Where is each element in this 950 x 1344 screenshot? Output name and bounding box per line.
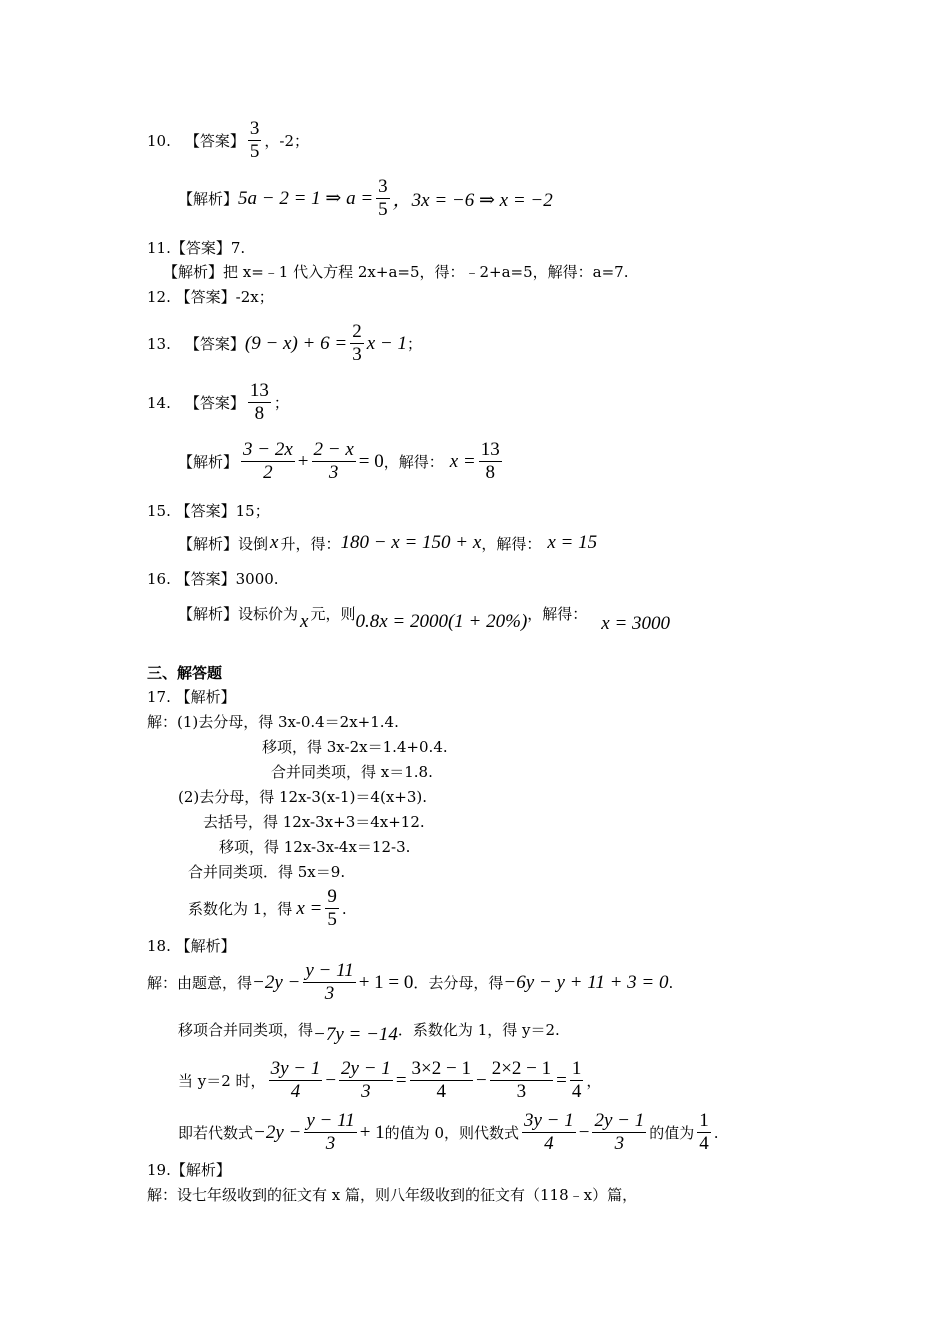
q17-line4: (2)去分母，得 12x-3(x-1)＝4(x+3).	[178, 788, 428, 806]
q17-head: 17. 【解析】	[147, 688, 236, 706]
q15-equation: 180 − x = 150 + x	[340, 532, 482, 553]
q15-solution: x = 15	[547, 532, 598, 553]
q18-line4-text3: 的值为	[649, 1124, 695, 1142]
q18-line2	[178, 1012, 560, 1046]
q16-answer: 16. 【答案】3000.	[147, 570, 279, 588]
q18-line3	[178, 1058, 601, 1103]
q18-line2-expr: −7y = −14	[313, 1024, 398, 1045]
q16-solve-label: ，解得：	[527, 605, 588, 623]
q18-line3-eq2: =	[556, 1069, 567, 1091]
q18-line3-minus2: −	[475, 1069, 487, 1091]
q11-answer: 11.【答案】7.	[147, 239, 246, 257]
q18-line3-f3: $\frac{3\times 2 - 1}{4}$	[411, 1058, 471, 1102]
q18-line2-text2: ．系数化为 1，得 y＝2.	[397, 1020, 560, 1039]
q15-solve-label: ，解得：	[481, 534, 542, 553]
q18-line4-expr-b: + 1	[359, 1121, 385, 1143]
q18-line3-f5: $\frac{1}{4}$	[571, 1058, 582, 1102]
q18-line4-text: 即若代数式	[178, 1124, 254, 1142]
q14-answer-tail: ；	[273, 394, 289, 412]
q17-line3: 合并同类项，得 x＝1.8.	[271, 763, 433, 781]
q18-line1-expr-c: −6y − y + 11 + 3 = 0	[503, 971, 669, 993]
q14-analysis-tag: 【解析】	[178, 453, 239, 471]
q13-answer-row	[147, 321, 422, 366]
q10-answer-fraction: $\frac{3}{5}$	[249, 118, 260, 162]
q18-line3-f1: $\frac{3y - 1}{4}$	[270, 1058, 321, 1102]
q16-mid: 元，则	[310, 605, 356, 623]
q13-number: 13.	[147, 334, 171, 353]
q10-eq1: 5a − 2 = 1 ⇒ a =	[238, 188, 374, 209]
q17-line8-tail: .	[341, 899, 347, 918]
q13-eq-left: (9 − x) + 6 =	[244, 332, 348, 354]
q17-line5: 去括号，得 12x-3x+3＝4x+12.	[203, 813, 425, 831]
q18-line4-fraction: $\frac{y - 11}{3}$	[306, 1110, 355, 1154]
q18-line3-minus1: −	[325, 1069, 337, 1091]
q15-mid: 升，得：	[280, 534, 341, 553]
q18-line3-tail: ，	[586, 1072, 602, 1090]
q18-line4-f2: $\frac{2y - 1}{3}$	[594, 1110, 645, 1154]
q17-line2: 移项，得 3x-2x＝1.4+0.4.	[262, 738, 448, 756]
q17-line6: 移项，得 12x-3x-4x＝12-3.	[219, 838, 411, 856]
q18-line4-f3: $\frac{1}{4}$	[699, 1110, 709, 1154]
q18-line1	[147, 960, 673, 1005]
q10-answer-tail: ，-2；	[264, 132, 309, 150]
q14-answer-fraction: $\frac{13}{8}$	[249, 380, 269, 424]
q18-line4	[178, 1110, 719, 1155]
q14-eq-zero: = 0	[358, 450, 384, 472]
q15-x: x	[270, 532, 279, 553]
q14-fraction-c: $\frac{13}{8}$	[480, 439, 500, 483]
q13-fraction: $\frac{2}{3}$	[352, 321, 362, 365]
q14-answer-tag: 【答案】	[184, 394, 245, 412]
q18-line1-tail: .	[668, 973, 674, 992]
q14-answer-row	[147, 380, 289, 425]
section-title: 三、解答题	[147, 664, 223, 682]
q18-line1-expr-b: + 1 = 0	[358, 971, 414, 993]
q18-line4-expr-a: −2y −	[253, 1121, 302, 1143]
q18-line3-f2: $\frac{2y - 1}{3}$	[341, 1058, 391, 1102]
q19-head: 19.【解析】	[147, 1161, 231, 1179]
q14-plus: +	[297, 450, 309, 472]
q19-line1: 解：设七年级收到的征文有 x 篇，则八年级收到的征文有（118﹣x）篇，	[147, 1186, 638, 1204]
q18-line1-expr-a: −2y −	[252, 971, 301, 993]
q13-eq-right: x − 1	[366, 332, 407, 354]
q18-line3-eq1: =	[395, 1069, 407, 1091]
q16-x: x	[300, 611, 309, 632]
q17-line8	[188, 886, 347, 931]
q18-line4-text2: 的值为 0，则代数式	[384, 1124, 519, 1142]
q18-line4-f1: $\frac{3y - 1}{4}$	[523, 1110, 574, 1154]
q10-number: 10.	[147, 131, 171, 150]
q17-line8-text: 系数化为 1，得	[188, 900, 293, 918]
q10-analysis-tag: 【解析】	[178, 190, 239, 208]
q13-tail: ；	[406, 335, 422, 353]
q16-analysis-tag: 【解析】设标价为	[178, 605, 299, 623]
q18-line3-text: 当 y＝2 时，	[178, 1072, 266, 1090]
q12-answer: 12. 【答案】-2x；	[147, 288, 274, 306]
q16-equation: 0.8x = 2000(1 + 20%)	[355, 611, 528, 632]
q17-line8-fraction: $\frac{9}{5}$	[327, 886, 337, 930]
q18-line4-tail: .	[713, 1123, 719, 1142]
q14-number: 14.	[147, 393, 171, 412]
q18-line1-text: 解：由题意，得	[147, 974, 253, 992]
q14-solve-label: ，解得：	[383, 453, 444, 471]
q18-line1-text2: ．去分母，得	[413, 974, 504, 992]
q15-analysis-tag: 【解析】设倒	[178, 534, 269, 553]
q17-line7: 合并同类项．得 5x＝9.	[188, 863, 346, 881]
q14-fraction-a: $\frac{3 - 2x}{2}$	[243, 439, 293, 483]
q10-answer-row	[147, 118, 309, 163]
q18-line2-text: 移项合并同类项，得	[178, 1020, 314, 1039]
q10-eq2: ，3x = −6 ⇒ x = −2	[392, 190, 553, 211]
q16-solution: x = 3000	[601, 613, 671, 634]
q14-x-eq: x =	[449, 450, 476, 472]
q15-answer: 15. 【答案】15；	[147, 502, 270, 520]
q17-line8-x: x =	[296, 897, 323, 919]
q17-line1: 解：(1)去分母，得 3x-0.4＝2x+1.4.	[147, 713, 399, 731]
q14-fraction-b: $\frac{2 - x}{3}$	[313, 439, 354, 483]
q10-answer-tag: 【答案】	[184, 132, 245, 150]
q18-line1-fraction: $\frac{y - 11}{3}$	[305, 960, 354, 1004]
q10-eq1-fraction: $\frac{3}{5}$	[378, 176, 388, 220]
q15-analysis-row	[178, 532, 597, 554]
q18-line4-minus: −	[578, 1121, 590, 1143]
q13-answer-tag: 【答案】	[184, 335, 245, 353]
q16-analysis-row	[178, 603, 670, 639]
q18-line3-f4: $\frac{2\times 2 - 1}{3}$	[491, 1058, 552, 1102]
q10-analysis-row	[178, 176, 553, 221]
q14-analysis-row	[178, 439, 505, 484]
q18-head: 18. 【解析】	[147, 937, 236, 955]
q11-analysis: 【解析】把 x=﹣1 代入方程 2x+a=5，得：﹣2+a=5，解得：a=7.	[163, 263, 629, 281]
